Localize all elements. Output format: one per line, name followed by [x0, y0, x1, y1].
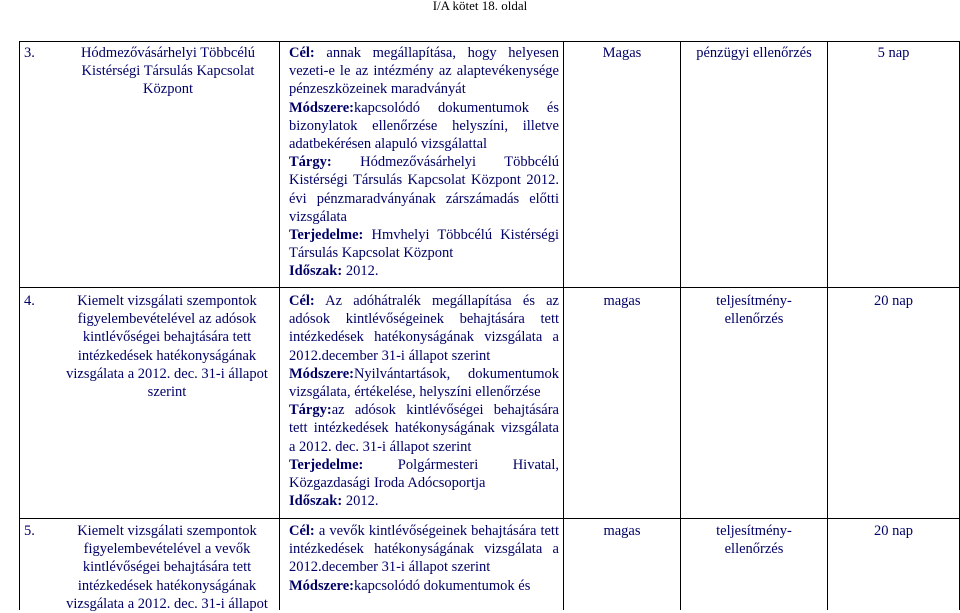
row-number: 5.	[24, 523, 35, 539]
detail-label: Tárgy:	[289, 402, 332, 419]
detail-text: 2012.	[342, 493, 379, 510]
audit-duration: 20 nap	[873, 293, 914, 309]
row-number: 4.	[24, 293, 35, 309]
column-divider	[680, 41, 681, 610]
detail-label: Módszere:	[289, 99, 354, 116]
detail-text: Az adóhátralék megállapítása és az adósok kintlévőségeinek behajtására tett intézkedések hatékonyságának vizsgálata a 2012.december 31-i állapot szerint	[289, 293, 559, 364]
risk-level: magas	[603, 523, 641, 539]
row-divider	[19, 287, 960, 288]
detail-label: Tárgy:	[289, 154, 332, 171]
table-top-border	[19, 41, 960, 42]
detail-text: kapcsolódó dokumentumok és	[353, 577, 531, 594]
column-divider	[19, 41, 20, 610]
row-number: 3.	[24, 45, 35, 61]
audit-type: pénzügyi ellenőrzés	[696, 45, 812, 61]
detail-text: 2012.	[342, 263, 379, 280]
detail-text: Hódmezővásárhelyi Többcélú Kistérségi Társulás Kapcsolat Központ 2012. évi pénzmaradványának zárszámadás előtti vizsgálata	[289, 154, 559, 225]
audit-subject: Kiemelt vizsgálati szempontok figyelembevételével az adósok kintlévőségei behajtására tett intézkedések hatékonyságának vizsgálata a 2012. dec. 31-i állapot szerint	[66, 293, 268, 401]
detail-label: Terjedelme:	[289, 456, 364, 473]
detail-text: kapcsolódó dokumentumok és bizonylatok ellenőrzése helyszíni, illetve adatbekérésen alapuló vizsgálattal	[289, 99, 559, 153]
audit-type: teljesítmény-ellenőrzés	[716, 293, 792, 328]
detail-label: Cél:	[289, 523, 315, 539]
detail-label: Cél:	[289, 293, 315, 309]
audit-details	[289, 44, 559, 281]
audit-type: teljesítmény-ellenőrzés	[716, 523, 792, 558]
detail-text: Polgármesteri Hivatal, Közgazdasági Iroda Adócsoportja	[289, 456, 559, 492]
column-divider	[279, 41, 280, 610]
detail-label: Időszak:	[289, 493, 343, 510]
risk-level: Magas	[602, 45, 642, 61]
risk-level: magas	[603, 293, 641, 309]
audit-duration: 20 nap	[873, 523, 914, 539]
detail-text: Hmvhelyi Többcélú Kistérségi Társulás Kapcsolat Központ	[289, 227, 559, 262]
audit-subject: Kiemelt vizsgálati szempontok figyelembevételével a vevők kintlévőségei behajtására tett intézkedések hatékonyságának vizsgálata a 2012. dec. 31-i állapot	[66, 523, 268, 612]
detail-label: Időszak:	[289, 263, 343, 280]
audit-duration: 5 nap	[877, 45, 910, 61]
detail-label: Módszere:	[289, 365, 354, 382]
detail-text: az adósok kintlévőségei behajtására tett intézkedések hatékonyságának vizsgálata a 2012. dec. 31-i állapot szerint	[289, 402, 559, 455]
detail-text: annak megállapítása, hogy helyesen vezeti-e le az intézmény az alaptevékenysége pénzeszközeinek maradványát	[289, 45, 559, 98]
detail-text: a vevők kintlévőségeinek behajtására tett intézkedések hatékonyságának vizsgálata a 2012.december 31-i állapot szerint	[289, 523, 559, 576]
detail-label: Cél:	[289, 45, 315, 61]
page-header: I/A kötet 18. oldal	[432, 0, 528, 13]
detail-text: Nyilvántartások, dokumentumok vizsgálata, értékelése, helyszíni ellenőrzése	[289, 365, 559, 401]
audit-details	[289, 522, 559, 595]
audit-details	[289, 292, 559, 510]
detail-label: Módszere:	[289, 577, 354, 594]
row-divider	[19, 518, 960, 519]
detail-label: Terjedelme:	[289, 227, 364, 244]
audit-subject: Hódmezővásárhelyi Többcélú Kistérségi Társulás Kapcsolat Központ	[80, 45, 256, 98]
